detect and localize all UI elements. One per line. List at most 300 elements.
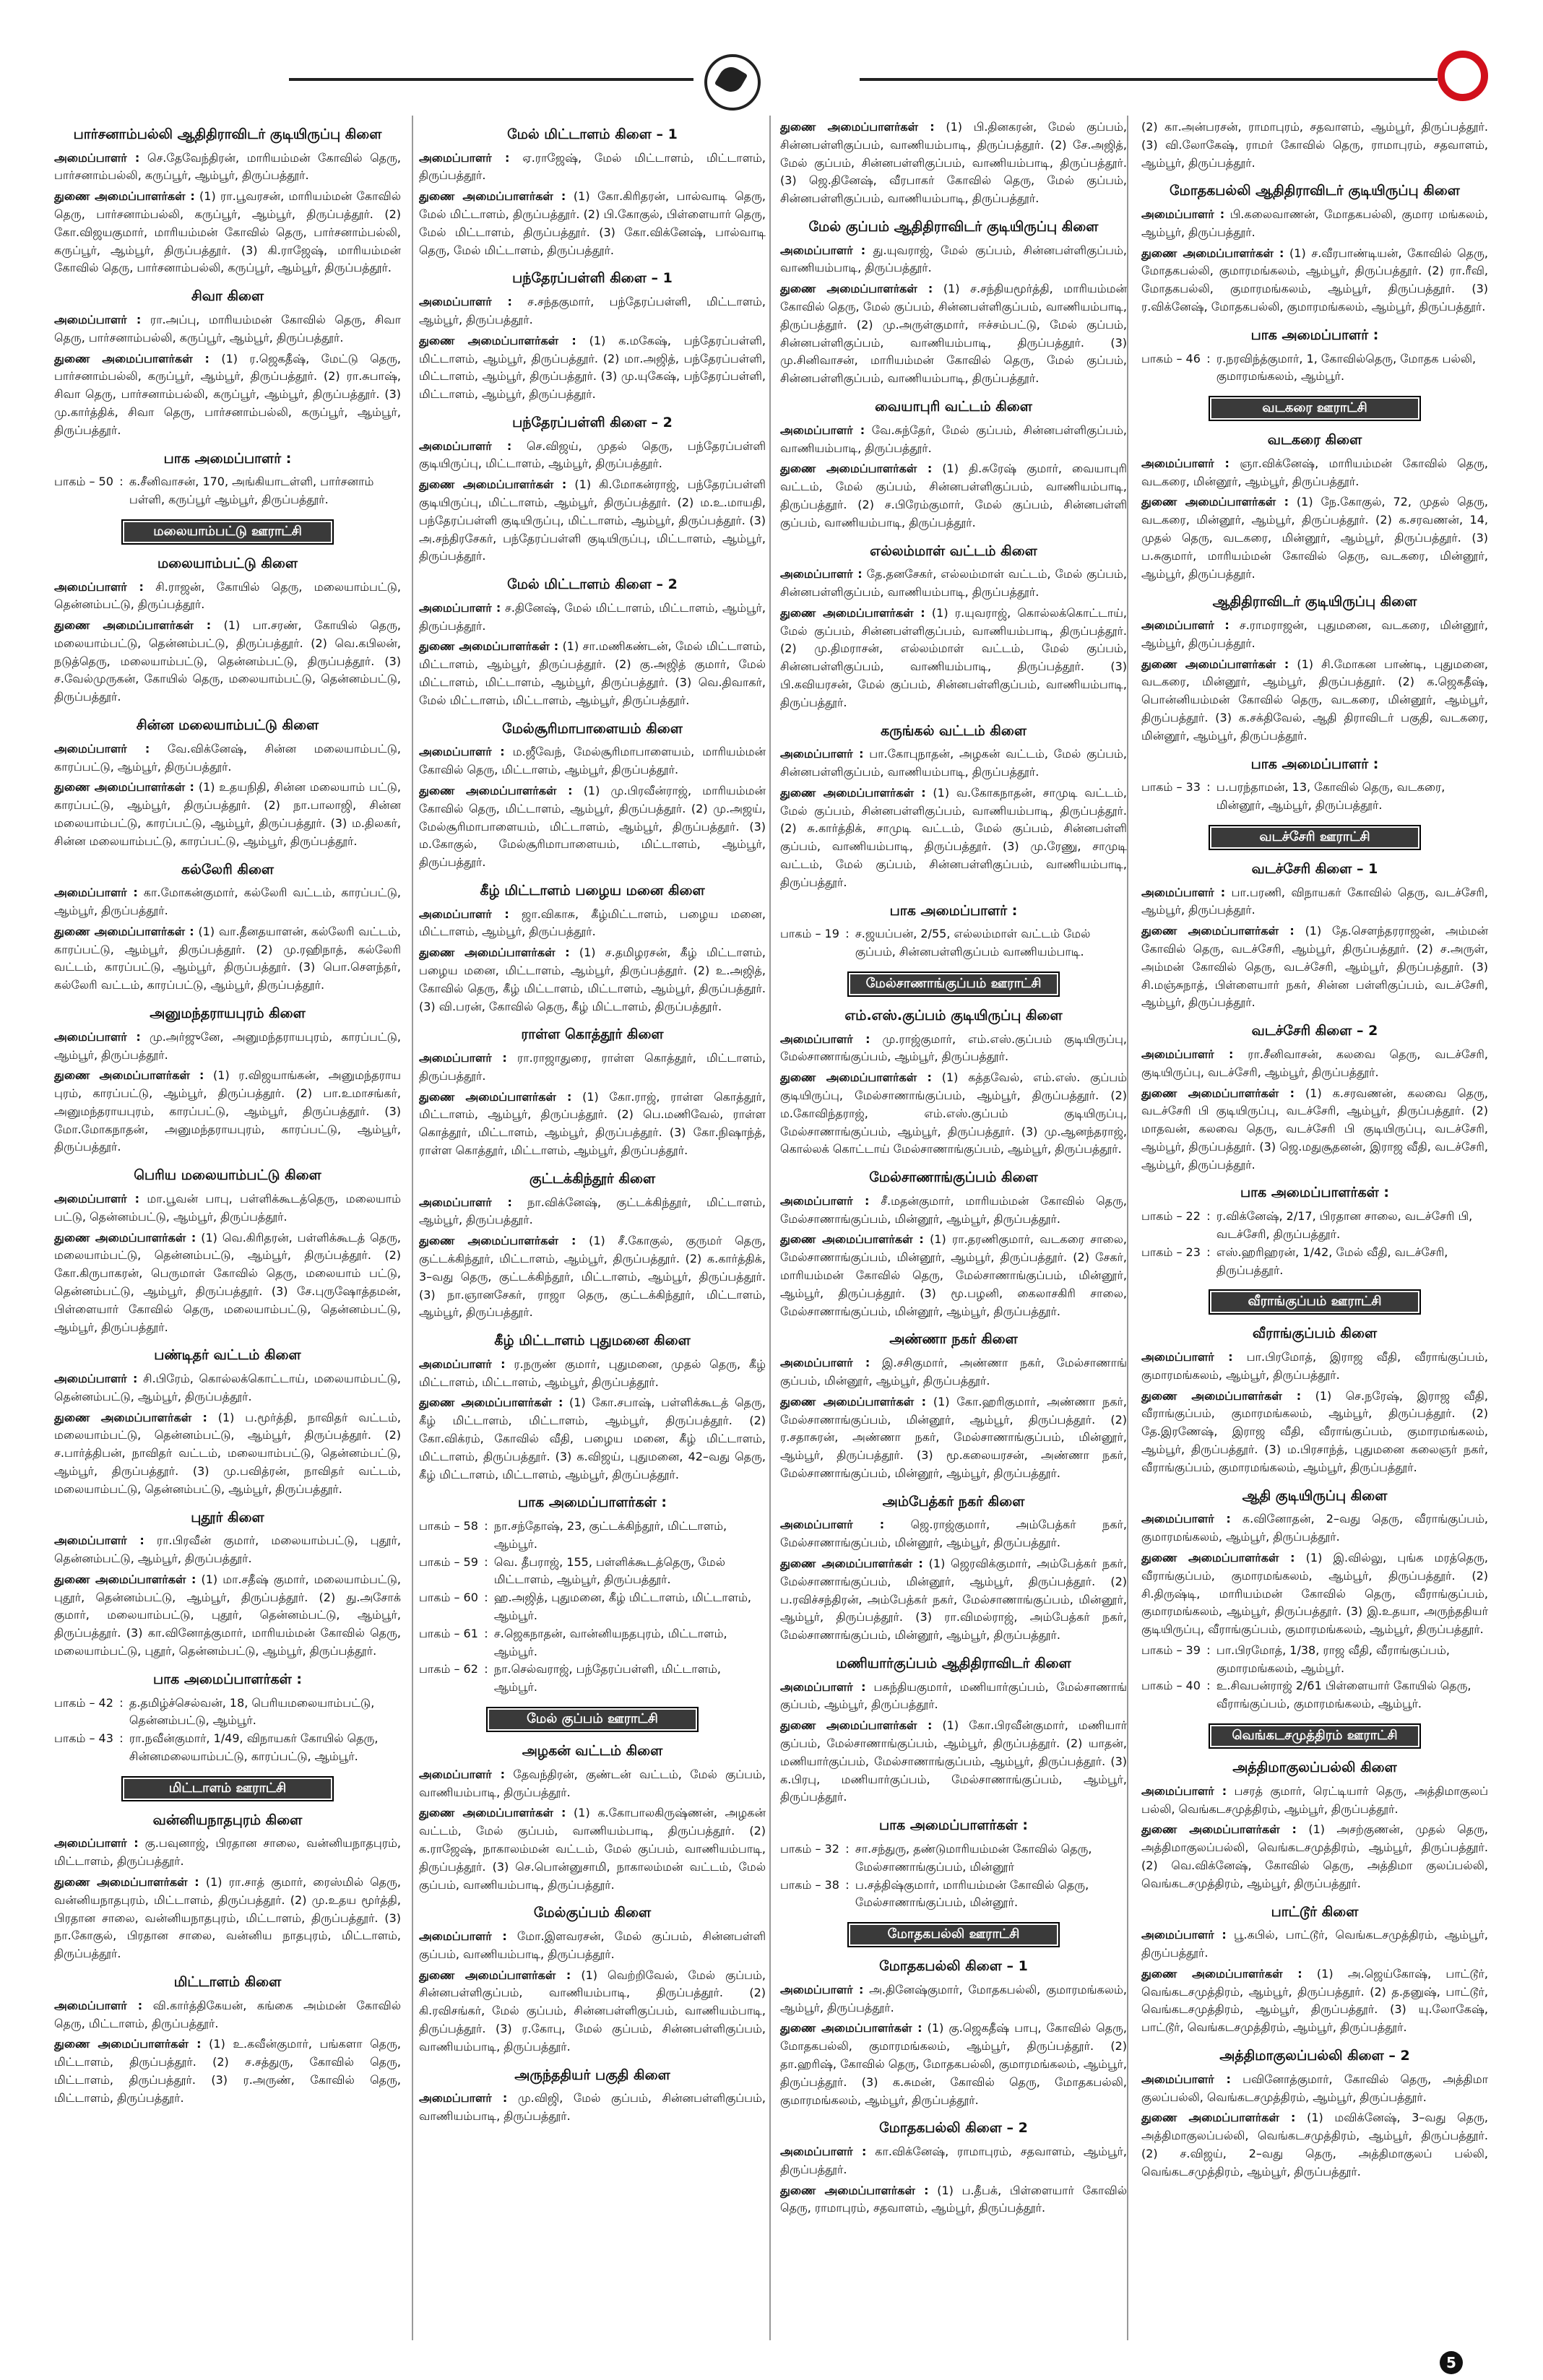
organizer-text: தேவந்திரன், குண்டன் வட்டம், மேல் குப்பம், வாணியம்பாடி, திருப்பத்தூர். bbox=[419, 1767, 766, 1799]
part-organizer: த.தமிழ்ச்செல்வன், 18, பெரியமலையாம்பட்டு, தென்னம்பட்டு, ஆம்பூர். bbox=[129, 1695, 375, 1728]
section-title: எல்லம்மாள் வட்டம் கிளை bbox=[870, 542, 1037, 559]
organizer-text: பசுந்தியகுமார், மணியார்குப்பம், மேல்சாணாங் குப்பம், ஆம்பூர், திருப்பத்தூர். bbox=[780, 1679, 1127, 1712]
deputy-label: துணை அமைப்பாளர்கள் : bbox=[419, 1395, 563, 1410]
organizer-label: அமைப்பாளர் : bbox=[1141, 2072, 1231, 2086]
deputy-label: துணை அமைப்பாளர்கள் : bbox=[419, 945, 570, 960]
organizer-entry bbox=[54, 1370, 401, 1406]
part-number: பாகம் – 23 bbox=[1141, 1245, 1201, 1259]
organizer-text: சீ.மதன்குமார், மாரியம்மன் கோவில் தெரு, மேல்சாணாங்குப்பம், மின்னூர், ஆம்பூர், திருப்பத்தூர். bbox=[780, 1193, 1127, 1226]
deputy-text: (1) வெற்றிவேல், மேல் குப்பம், சின்னபள்ளிகுப்பம், வாணியம்பாடி, திருப்பத்தூர். (2) கி.ரவிசங்கர், மேல் குப்பம், சின்னபள்ளிகுப்பம், வாணியம்பாடி, திருப்பத்தூர். (3) ர.கோபு, மேல் குப்பம், சின்னபள்ளிகுப்பம், வாணியம்பாடி, திருப்பத்தூர். bbox=[419, 1968, 766, 2054]
organizer-entry bbox=[54, 1835, 401, 1871]
deputy-text: (1) க.மகேஷ், பந்தேரப்பள்ளி, மிட்டாளம், ஆம்பூர், திருப்பத்தூர். (2) மா.அஜித், பந்தேரப்பள்ளி, மிட்டாளம், ஆம்பூர், திருப்பத்தூர். (3) மு.யுகேஷ், பந்தேரப்பள்ளி, மிட்டாளம், ஆம்பூர், திருப்பத்தூர். bbox=[419, 333, 766, 402]
section-title: பண்டிதர் வட்டம் கிளை bbox=[154, 1347, 301, 1364]
section-title: அண்ணா நகர் கிளை bbox=[889, 1331, 1018, 1348]
deputy-text: (1) க.சரவணன், கலவை தெரு, வடச்சேரி பி குடியிருப்பு, வடச்சேரி, ஆம்பூர், திருப்பத்தூர். (2) மாதவன், கலவை தெரு, வடச்சேரி பி குடியிருப்பு, வடச்சேரி, ஆம்பூர், திருப்பத்தூர். (3) ஜெ.மதுசூதனன், இராஜ வீதி, வடச்சேரி, ஆம்பூர், திருப்பத்தூர். bbox=[1141, 1086, 1488, 1172]
organizer-text: மா.பூவன் பாபு, பள்ளிக்கூடத்தெரு, மலையாம் பட்டு, தென்னம்பட்டு, ஆம்பூர், திருப்பத்தூர். bbox=[54, 1191, 401, 1224]
organizer-entry bbox=[1141, 455, 1488, 491]
part-organizer: க.சீனிவாசன், 170, அங்கியாடள்ளி, பார்சனாம் பள்ளி, கருப்பூர் ஆம்பூர், திருப்பத்தூர். bbox=[129, 475, 374, 507]
deputy-label: துணை அமைப்பாளர்கள் : bbox=[54, 618, 212, 633]
column-1 bbox=[54, 116, 401, 2340]
organizer-label: அமைப்பாளர் : bbox=[419, 1767, 505, 1781]
deputy-text: (1) கத்தவேல், எம்.எஸ். குப்பம் குடியிருப்பு, மேல்சாணாங்குப்பம், ஆம்பூர், திருப்பத்தூர். (2) ம.கோவிந்தராஜ், எம்.எஸ்.குப்பம் குடியிருப்பு, மேல்சாணாங்குப்பம், ஆம்பூர், திருப்பத்தூர். (3) மு.ஆனந்தராஜ், கொல்லக் கொட்டாய் மேல்சாணாங்குப்பம், ஆம்பூர், திருப்பத்தூர். bbox=[780, 1070, 1127, 1156]
deputy-entry bbox=[1141, 1085, 1488, 1174]
organizer-label: அமைப்பாளர் : bbox=[419, 2091, 508, 2106]
organizer-text: து.யுவராஜ், மேல் குப்பம், சின்னபள்ளிகுப்பம், வாணியம்பாடி, திருப்பத்தூர். bbox=[780, 243, 1127, 275]
deputy-label: துணை அமைப்பாளர்கள் : bbox=[54, 2037, 202, 2051]
deputy-label: துணை அமைப்பாளர்கள் : bbox=[54, 1410, 207, 1424]
organizer-label: அமைப்பாளர் : bbox=[780, 1679, 866, 1694]
deputy-entry bbox=[780, 1069, 1127, 1159]
organizer-entry bbox=[54, 150, 401, 186]
deputy-text: (1) ரா.சாத் குமார், ரைஸ்மில் தெரு, வன்னியநாதபுரம், மிட்டாளம், திருப்பத்தூர். (2) மு.உதய மூர்த்தி, பிரதான சாலை, வன்னியநாதபுரம், மிட்டாளம், திருப்பத்தூர். (3) நா.கோகுல், பிரதான சாலை, வன்னிய நாதபுரம், மிட்டாளம், திருப்பத்தூர். bbox=[54, 1875, 401, 1961]
deputy-entry bbox=[419, 638, 766, 709]
deputy-label: துணை அமைப்பாளர்கள் : bbox=[54, 1230, 196, 1245]
organizer-entry bbox=[54, 740, 401, 776]
part-row: பாகம் – 62 : நா.செல்வராஜ், பந்தேரப்பள்ளி, மிட்டாளம், ஆம்பூர். bbox=[419, 1661, 766, 1697]
deputy-entry bbox=[780, 605, 1127, 712]
organizer-text: மு.ராஜ்குமார், எம்.எஸ்.குப்பம் குடியிருப்பு, மேல்சாணாங்குப்பம், ஆம்பூர், திருப்பத்தூர். bbox=[780, 1031, 1127, 1064]
part-row: பாகம் – 46 : ர.நரவிந்த்குமார், 1, கோவில்தெரு, மோதக பல்லி, குமாரமங்கலம், ஆம்பூர். bbox=[1141, 350, 1488, 386]
organizer-label: அமைப்பாளர் : bbox=[780, 243, 866, 257]
section-title: வடச்சேரி கிளை – 1 bbox=[1251, 860, 1378, 877]
organizer-label: அமைப்பாளர் : bbox=[419, 1195, 512, 1209]
deputy-label: துணை அமைப்பாளர்கள் : bbox=[54, 351, 209, 365]
deputy-text: (1) உ.கவீன்குமார், பங்களா தெரு, மிட்டாளம், திருப்பத்தூர். (2) ச.சத்துரு, கோவில் தெரு, மிட்டாளம், திருப்பத்தூர். (3) ர.அருண், கோவில் தெரு, மிட்டாளம், திருப்பத்தூர். bbox=[54, 2037, 401, 2105]
organizer-entry bbox=[54, 1532, 401, 1568]
organizer-label: அமைப்பாளர் : bbox=[419, 295, 512, 309]
organizer-label: அமைப்பாளர் : bbox=[419, 906, 509, 921]
section-title: பாக அமைப்பாளர் : bbox=[1250, 756, 1379, 772]
organizer-text: பி.கலைவாணன், மோதகபல்லி, குமார மங்கலம், ஆம்பூர், திருப்பத்தூர். bbox=[1141, 207, 1488, 239]
deputy-label: துணை அமைப்பாளர்கள் : bbox=[419, 477, 567, 492]
section-title: மோதகபல்லி ஆதிதிராவிடர் குடியிருப்பு கிளை bbox=[1170, 183, 1460, 199]
organizer-label: அமைப்பாளர் : bbox=[54, 1836, 139, 1851]
organizer-text: வே.சுந்தேர், மேல் குப்பம், சின்னபள்ளிகுப்பம், வாணியம்பாடி, திருப்பத்தூர். bbox=[780, 423, 1127, 455]
section-title: பாக அமைப்பாளர்கள் : bbox=[152, 1671, 302, 1687]
organizer-entry bbox=[54, 311, 401, 347]
organizer-text: மு.அர்ஜுனே, அனுமந்தராயபுரம், காரப்பட்டு, ஆம்பூர், திருப்பத்தூர். bbox=[54, 1029, 401, 1062]
organizer-label: அமைப்பாளர் : bbox=[780, 2145, 867, 2159]
part-number: பாகம் – 33 bbox=[1141, 780, 1201, 795]
part-organizer: ச.ஜயப்பன், 2/55, எல்லம்மாள் வட்டம் மேல் குப்பம், சின்னபள்ளிகுப்பம் வாணியம்பாடி. bbox=[855, 927, 1091, 959]
part-organizer: உ.சிவபன்ராஜ் 2/61 பிள்ளையார் கோயில் தெரு, வீராங்குப்பம், குமாரமங்கலம், ஆம்பூர். bbox=[1216, 1679, 1471, 1711]
deputy-label: துணை அமைப்பாளர்கள் : bbox=[419, 783, 573, 797]
part-row: பாகம் – 42 : த.தமிழ்ச்செல்வன், 18, பெரியமலையாம்பட்டு, தென்னம்பட்டு, ஆம்பூர். bbox=[54, 1695, 401, 1731]
organizer-entry bbox=[419, 1356, 766, 1392]
organizer-label: அமைப்பாளர் : bbox=[780, 1193, 870, 1208]
organizer-entry bbox=[419, 150, 766, 186]
organizer-text: ச.தினேஷ், மேல் மிட்டாளம், மிட்டாளம், ஆம்பூர், திருப்பத்தூர். bbox=[419, 600, 766, 633]
organizer-text: இ.சசிகுமார், அண்ணா நகர், மேல்சாணாங் குப்பம், மின்னூர், ஆம்பூர், திருப்பத்தூர். bbox=[780, 1356, 1127, 1388]
organizer-text: கா.விக்னேஷ், ராமாபுரம், சதவாளம், ஆம்பூர், திருப்பத்தூர். bbox=[780, 2145, 1127, 2176]
organizer-label: அமைப்பாளர் : bbox=[419, 600, 501, 615]
deputy-entry bbox=[780, 118, 1127, 208]
section-title: பார்சனாம்பல்லி ஆதிதிராவிடர் குடியிருப்பு கிளை bbox=[73, 126, 382, 142]
organizer-label: அமைப்பாளர் : bbox=[54, 150, 140, 165]
organizer-entry bbox=[419, 743, 766, 779]
organizer-label: அமைப்பாளர் : bbox=[1141, 1512, 1231, 1526]
deputy-label: துணை அமைப்பாளர்கள் : bbox=[1141, 2111, 1296, 2125]
organizer-label: அமைப்பாளர் : bbox=[1141, 207, 1225, 222]
deputy-text: (1) மவிக்னேஷ், 3–வது தெரு, அத்திமாகுலப்பல்லி, வெங்கடசமுத்திரம், ஆம்பூர், திருப்பத்தூர். (2) ச.விஜய், 2–வது தெரு, அத்திமாகுலப் பல்லி, வெங்கடசமுத்திரம், ஆம்பூர், திருப்பத்தூர். bbox=[1141, 2111, 1488, 2178]
part-row: பாகம் – 32 : சா.சந்துரு, தண்டுமாரியம்மன் கோவில் தெரு, மேல்சாணாங்குப்பம், மின்னூர் bbox=[780, 1840, 1127, 1877]
part-number: பாகம் – 38 bbox=[780, 1877, 839, 1892]
section-title: ஆதி குடியிருப்பு கிளை bbox=[1242, 1487, 1388, 1504]
deputy-text: (1) வெ.கிரிதரன், பள்ளிக்கூடத் தெரு, மலையாம்பட்டு, தென்னம்பட்டு, ஆம்பூர், திருப்பத்தூர். (2) கோ.கிருபாகரன், பெருமாள் கோவில் தெரு, மலையாம் பட்டு, தென்னம்பட்டு, ஆம்பூர், திருப்பத்தூர். (3) சே.புருஷோத்தமன், பிள்ளையார் கோவில் தெரு, மலையாம்பட்டு, தென்னம்பட்டு, ஆம்பூர், திருப்பத்தூர். bbox=[54, 1230, 401, 1334]
section-title: அழகன் வட்டம் கிளை bbox=[522, 1743, 663, 1760]
part-number: பாகம் – 50 bbox=[54, 475, 113, 489]
deputy-label: துணை அமைப்பாளர்கள் : bbox=[419, 1806, 566, 1820]
section-title: சின்ன மலையாம்பட்டு கிளை bbox=[136, 717, 319, 734]
section-title: பெரிய மலையாம்பட்டு கிளை bbox=[134, 1167, 321, 1184]
part-row: பாகம் – 43 : ரா.நவீன்குமார், 1/49, விநாயகர் கோயில் தெரு, சின்னமலையாம்பட்டு, காரப்பட்டு, ஆம்பூர். bbox=[54, 1730, 401, 1766]
organizer-entry bbox=[419, 2090, 766, 2126]
part-organizer: ரா.நவீன்குமார், 1/49, விநாயகர் கோயில் தெரு, சின்னமலையாம்பட்டு, காரப்பட்டு, ஆம்பூர். bbox=[129, 1731, 379, 1763]
part-table bbox=[54, 473, 401, 509]
organizer-entry bbox=[419, 1050, 766, 1086]
continued-text: (2) கா.அன்பரசன், ராமாபுரம், சதவாளம், ஆம்பூர், திருப்பத்தூர். (3) வி.லோகேஷ், ராமர் கோவில் தெரு, ராமாபுரம், சதவாளம், ஆம்பூர், திருப்பத்தூர். bbox=[1141, 120, 1488, 170]
deputy-label: துணை அமைப்பாளர்கள் : bbox=[54, 1068, 204, 1083]
deputy-label: துணை அமைப்பாளர்கள் : bbox=[1141, 1086, 1295, 1100]
deputy-entry bbox=[780, 1555, 1127, 1645]
organizer-text: நா.விக்னேஷ், குட்டக்கிந்தூர், மிட்டாளம், ஆம்பூர், திருப்பத்தூர். bbox=[419, 1195, 766, 1227]
section-title: மேல்சூரிமாபாளையம் கிளை bbox=[502, 720, 683, 737]
part-row: பாகம் – 50 : க.சீனிவாசன், 170, அங்கியாடள்ளி, பார்சனாம் பள்ளி, கருப்பூர் ஆம்பூர், திருப்பத்தூர். bbox=[54, 473, 401, 509]
organizer-text: பா.பரணி, விநாயகர் கோவில் தெரு, வடச்சேரி, ஆம்பூர், திருப்பத்தூர். bbox=[1141, 885, 1488, 917]
section-title: மோதகபல்லி கிளை – 1 bbox=[879, 1958, 1028, 1975]
organizer-text: ஏ.ராஜேஷ், மேல் மிட்டாளம், மிட்டாளம், திருப்பத்தூர். bbox=[419, 150, 766, 183]
section-title: வடச்சேரி கிளை – 2 bbox=[1251, 1023, 1378, 1039]
section-title: மேல்சாணாங்குப்பம் கிளை bbox=[869, 1169, 1038, 1186]
deputy-text: (1) கு.ஜெகதீஷ் பாபு, கோவில் தெரு, மோதகபல்லி, குமாரமங்கலம், ஆம்பூர், திருப்பத்தூர். (2) தா.ஹரிஷ், கோவில் தெரு, மோதகபல்லி, குமாரமங்கலம், ஆம்பூர், திருப்பத்தூர். (3) க.சுமன், கோவில் தெரு, மோதகபல்லி, குமாரமங்கலம், ஆம்பூர், திருப்பத்தூர். bbox=[780, 2021, 1127, 2107]
deputy-entry bbox=[780, 2182, 1127, 2218]
deputy-entry bbox=[54, 1874, 401, 1963]
deputy-entry bbox=[1141, 1388, 1488, 1477]
deputy-text: (1) கோ.ராஜ், ராள்ள கொத்தூர், மிட்டாளம், ஆம்பூர், திருப்பத்தூர். (2) பெ.மணிவேல், ராள்ள கொத்தூர், மிட்டாளம், ஆம்பூர், திருப்பத்தூர். (3) கோ.நிஷாந்த், ராள்ள கொத்தூர், மிட்டாளம், ஆம்பூர், திருப்பத்தூர். bbox=[419, 1089, 766, 1158]
organizer-label: அமைப்பாளர் : bbox=[419, 150, 510, 165]
organizer-text: ர.நருண் குமார், புதுமனை, முதல் தெரு, கீழ் மிட்டாளம், மிட்டாளம், ஆம்பூர், திருப்பத்தூர். bbox=[419, 1356, 766, 1389]
deputy-label: துணை அமைப்பாளர்கள் : bbox=[1141, 1822, 1297, 1837]
organizer-text: சி.பிரேம், கொல்லக்கொட்டாய், மலையாம்பட்டு, தென்னம்பட்டு, ஆம்பூர், திருப்பத்தூர். bbox=[54, 1372, 401, 1403]
organizer-label: அமைப்பாளர் : bbox=[780, 1518, 885, 1532]
deputy-label: துணை அமைப்பாளர்கள் : bbox=[780, 1232, 924, 1247]
part-row: பாகம் – 23 : எஸ்.ஹரிஹரன், 1/42, மேல் வீதி, வடச்சேரி, திருப்பத்தூர். bbox=[1141, 1244, 1488, 1280]
organizer-label: அமைப்பாளர் : bbox=[54, 1372, 138, 1386]
deputy-text: (1) ர.யுவராஜ், கொல்லக்கொட்டாய், மேல் குப்பம், சின்னபள்ளிகுப்பம், வாணியம்பாடி, திருப்பத்தூர். (2) மு.திமராசன், எல்லம்மாள் வட்டம், மேல் குப்பம், சின்னபள்ளிகுப்பம், வாணியம்பாடி, திருப்பத்தூர். (3) பி.கவியரசன், மேல் குப்பம், சின்னபள்ளிகுப்பம், வாணியம்பாடி, திருப்பத்தூர். bbox=[780, 605, 1127, 709]
part-organizer: வெ. தீபராஜ், 155, பள்ளிக்கூடத்தெரு, மேல் மிட்டாளம், ஆம்பூர், திருப்பத்தூர். bbox=[493, 1554, 725, 1587]
organizer-label: அமைப்பாளர் : bbox=[54, 1191, 140, 1206]
part-number: பாகம் – 59 bbox=[419, 1554, 478, 1569]
organizer-entry bbox=[54, 884, 401, 920]
part-organizer: எஸ்.ஹரிஹரன், 1/42, மேல் வீதி, வடச்சேரி, திருப்பத்தூர். bbox=[1216, 1245, 1448, 1277]
organizer-entry bbox=[419, 906, 766, 942]
part-table bbox=[1141, 350, 1488, 386]
organizer-text: ஜா.விகாசு, கீழ்மிட்டாளம், பழைய மனை, மிட்டாளம், ஆம்பூர், திருப்பத்தூர். bbox=[419, 906, 766, 939]
organizer-entry bbox=[780, 745, 1127, 782]
deputy-label: துணை அமைப்பாளர்கள் : bbox=[1141, 924, 1295, 938]
part-number: பாகம் – 40 bbox=[1141, 1679, 1201, 1693]
organizer-label: அமைப்பாளர் : bbox=[1141, 885, 1226, 899]
deputy-entry bbox=[54, 2035, 401, 2107]
organizer-text: சி.ராஜன், கோயில் தெரு, மலையாம்பட்டு, தென்னம்பட்டு, திருப்பத்தூர். bbox=[54, 579, 401, 612]
part-table bbox=[780, 1840, 1127, 1912]
deputy-entry bbox=[419, 782, 766, 872]
organizer-text: ரா.பிரவீன் குமார், மலையாம்பட்டு, புதூர், தென்னம்பட்டு, ஆம்பூர், திருப்பத்தூர். bbox=[54, 1533, 401, 1566]
organizer-entry bbox=[419, 1928, 766, 1964]
deputy-entry bbox=[419, 332, 766, 404]
organizer-label: அமைப்பாளர் : bbox=[1141, 618, 1229, 633]
part-table bbox=[54, 1695, 401, 1766]
organizer-entry bbox=[1141, 1926, 1488, 1963]
organizer-entry bbox=[780, 1981, 1127, 2017]
deputy-label: துணை அமைப்பாளர்கள் : bbox=[419, 189, 566, 204]
header-rule-right bbox=[860, 78, 1438, 81]
section-title: அருந்ததியர் பகுதி கிளை bbox=[514, 2067, 670, 2083]
part-table bbox=[1141, 779, 1488, 815]
deputy-label: துணை அமைப்பாளர்கள் : bbox=[780, 785, 926, 800]
organizer-entry bbox=[419, 438, 766, 474]
section-title: அம்பேத்கர் நகர் கிளை bbox=[882, 1493, 1025, 1510]
section-title: பாக அமைப்பாளர்கள் : bbox=[517, 1494, 667, 1511]
deputy-text: (1) க.கோபாலகிருஷ்ணன், அழகன் வட்டம், மேல் குப்பம், வாணியம்பாடி, திருப்பத்தூர். (2) க.ராஜேஷ், நாகாலம்மன் வட்டம், மேல் குப்பம், வாணியம்பாடி, திருப்பத்தூர். (3) செ.பொன்னுசாமி, நாகாலம்மன் வட்டம், மேல் குப்பம், வாணியம்பாடி, திருப்பத்தூர். bbox=[419, 1806, 766, 1892]
section-title: மணியார்குப்பம் ஆதிதிராவிடர் கிளை bbox=[836, 1655, 1071, 1671]
column-2 bbox=[419, 116, 766, 2340]
panchayat-banner: மேல் குப்பம் ஊராட்சி bbox=[486, 1707, 699, 1732]
section-title: பந்தேரப்பள்ளி கிளை – 1 bbox=[512, 270, 673, 287]
organizer-entry bbox=[780, 1193, 1127, 1229]
section-title: அத்திமாகுலப்பல்லி கிளை bbox=[1232, 1760, 1397, 1776]
deputy-label: துணை அமைப்பாளர்கள் : bbox=[1141, 657, 1289, 671]
section-title: பாக அமைப்பாளர் : bbox=[889, 902, 1018, 919]
deputy-text: (1) தே.சௌந்தரராஜன், அம்மன் கோவில் தெரு, வடச்சேரி, ஆம்பூர், திருப்பத்தூர். (2) ச.அருள், அம்மன் கோவில் தெரு, வடச்சேரி, ஆம்பூர், திருப்பத்தூர். (3) சி.மஞ்சுநாத், பிள்ளையார் நகர், சின்ன பள்ளிகுப்பம், வடச்சேரி, ஆம்பூர், திருப்பத்தூர். bbox=[1141, 924, 1488, 1010]
section-title: மேல் குப்பம் ஆதிதிராவிடர் குடியிருப்பு கிளை bbox=[808, 218, 1099, 235]
organizer-entry bbox=[780, 422, 1127, 458]
deputy-entry bbox=[780, 460, 1127, 532]
deputy-text: (1) பா.சரண், கோயில் தெரு, மலையாம்பட்டு, தென்னம்பட்டு, திருப்பத்தூர். (2) வெ.கபிலன், நடுத்தெரு, மலையாம்பட்டு, தென்னம்பட்டு, திருப்பத்தூர். (3) ச.வேல்முருகன், கோயில் தெரு, மலையாம்பட்டு, தென்னம்பட்டு, திருப்பத்தூர். bbox=[54, 618, 401, 704]
organizer-label: அமைப்பாளர் : bbox=[54, 312, 142, 326]
organizer-label: அமைப்பாளர் : bbox=[54, 1533, 144, 1548]
deputy-text: (1) வ.கோகநாதன், சாமுடி வட்டம், மேல் குப்பம், சின்னபள்ளிகுப்பம், வாணியம்பாடி, திருப்பத்தூர். (2) சு.கார்த்திக், சாமுடி வட்டம், மேல் குப்பம், சின்னபள்ளி குப்பம், வாணியம்பாடி, திருப்பத்தூர். (3) மு.ரேணு, சாமுடி வட்டம், மேல் குப்பம், சின்னபள்ளிகுப்பம், வாணியம்பாடி, திருப்பத்தூர். bbox=[780, 785, 1127, 889]
section-title: பாட்டூர் கிளை bbox=[1271, 1903, 1359, 1920]
section-title: பாக அமைப்பாளர் : bbox=[163, 450, 292, 467]
organizer-entry bbox=[1141, 617, 1488, 653]
deputy-label: துணை அமைப்பாளர்கள் : bbox=[1141, 1966, 1302, 1981]
panchayat-banner: வடகரை ஊராட்சி bbox=[1209, 396, 1421, 421]
deputy-entry bbox=[1141, 1549, 1488, 1639]
part-number: பாகம் – 43 bbox=[54, 1731, 113, 1746]
deputy-label: துணை அமைப்பாளர்கள் : bbox=[54, 1572, 196, 1586]
part-number: பாகம் – 58 bbox=[419, 1519, 478, 1533]
part-organizer: நா.செல்வராஜ், பந்தேரப்பள்ளி, மிட்டாளம், ஆம்பூர். bbox=[493, 1662, 721, 1695]
organizer-text: பா.பிரமோத், இராஜ வீதி, வீராங்குப்பம், குமாரமங்கலம், ஆம்பூர், திருப்பத்தூர். bbox=[1141, 1350, 1488, 1382]
deputy-label: துணை அமைப்பாளர்கள் : bbox=[780, 1718, 933, 1733]
article-columns bbox=[54, 116, 1506, 2347]
organizer-text: ச.சந்தகுமார், பந்தேரப்பள்ளி, மிட்டாளம், ஆம்பூர், திருப்பத்தூர். bbox=[419, 295, 766, 326]
deputy-text: (1) பி.தினகரன், மேல் குப்பம், சின்னபள்ளிகுப்பம், வாணியம்பாடி, திருப்பத்தூர். (2) சே.அஜித், மேல் குப்பம், சின்னபள்ளிகுப்பம், வாணியம்பாடி, திருப்பத்தூர். (3) ஜெ.தினேஷ், வீரபாகர் கோவில் தெரு, மேல் குப்பம், சின்னபள்ளிகுப்பம், வாணியம்பாடி, திருப்பத்தூர். bbox=[780, 120, 1127, 206]
section-title: அனுமந்தராயபுரம் கிளை bbox=[150, 1005, 306, 1022]
deputy-label: துணை அமைப்பாளர்கள் : bbox=[780, 1557, 923, 1570]
part-table bbox=[780, 925, 1127, 961]
organizer-entry bbox=[419, 293, 766, 329]
organizer-label: அமைப்பாளர் : bbox=[54, 741, 150, 756]
deputy-text: (1) சி.மோகன பாண்டி, புதுமனை, வடகரை, மின்னூர், ஆம்பூர், திருப்பத்தூர். (2) க.ஜெகதீஷ், பொன்னியம்மன் கோவில் தெரு, வடகரை, மின்னூர், ஆம்பூர், திருப்பத்தூர். (3) க.சக்திவேல், ஆதி திராவிடர் பகுதி, வடகரை, மின்னூர், ஆம்பூர், திருப்பத்தூர். bbox=[1141, 657, 1488, 743]
organizer-text: ரா.ராஜாதுரை, ராள்ள கொத்தூர், மிட்டாளம், திருப்பத்தூர். bbox=[419, 1051, 766, 1083]
part-number: பாகம் – 19 bbox=[780, 927, 839, 941]
deputy-text: (1) நே.கோகுல், 72, முதல் தெரு, வடகரை, மின்னூர், ஆம்பூர், திருப்பத்தூர். (2) க.சரவணன், 14, முதல் தெரு, வடகரை, மின்னூர், ஆம்பூர், திருப்பத்தூர். (3) ப.சுகுமார், மாரியம்மன் கோவில் தெரு, வடகரை, மின்னூர், ஆம்பூர், திருப்பத்தூர். bbox=[1141, 495, 1488, 581]
organizer-label: அமைப்பாளர் : bbox=[54, 579, 144, 594]
deputy-label: துணை அமைப்பாளர்கள் : bbox=[54, 189, 195, 204]
deputy-entry bbox=[54, 1571, 401, 1661]
deputy-entry bbox=[780, 1393, 1127, 1483]
panchayat-banner: மலையாம்பட்டு ஊராட்சி bbox=[121, 519, 334, 545]
organizer-label: அமைப்பாளர் : bbox=[1141, 1047, 1234, 1061]
deputy-entry bbox=[54, 923, 401, 995]
section-title: மலையாம்பட்டு கிளை bbox=[157, 555, 298, 571]
organizer-entry bbox=[780, 242, 1127, 278]
organizer-label: அமைப்பாளர் : bbox=[1141, 1350, 1233, 1364]
deputy-label: துணை அமைப்பாளர்கள் : bbox=[1141, 246, 1284, 260]
deputy-entry bbox=[54, 779, 401, 850]
organizer-text: ரா.சீனிவாசன், கலவை தெரு, வடச்சேரி, குடியிருப்பு, வடச்சேரி, ஆம்பூர், திருப்பத்தூர். bbox=[1141, 1047, 1488, 1079]
deputy-entry bbox=[54, 1067, 401, 1156]
part-number: பாகம் – 62 bbox=[419, 1662, 478, 1676]
part-number: பாகம் – 60 bbox=[419, 1591, 478, 1605]
deputy-text: (1) கி.மோகன்ராஜ், பந்தேரப்பள்ளி குடியிருப்பு, மிட்டாளம், ஆம்பூர், திருப்பத்தூர். (2) ம.உ.மாயதி, பந்தேரப்பள்ளி குடியிருப்பு, மிட்டாளம், ஆம்பூர், திருப்பத்தூர். (3) அ.சந்திரசேகர், பந்தேரப்பள்ளி குடியிருப்பு, மிட்டாளம், ஆம்பூர், திருப்பத்தூர். bbox=[419, 477, 766, 563]
part-row: பாகம் – 38 : ப.சத்திஷ்குமார், மாரியம்மன் கோவில் தெரு, மேல்சாணாங்குப்பம், மின்னூர். bbox=[780, 1877, 1127, 1913]
organizer-text: பவினோத்குமார், கோவில் தெரு, அத்திமா குலப்பல்லி, வெங்கடசமுத்திரம், ஆம்பூர், திருப்பத்தூர். bbox=[1141, 2072, 1488, 2104]
section-title: வடகரை கிளை bbox=[1267, 432, 1362, 449]
organizer-entry bbox=[780, 1679, 1127, 1715]
deputy-label: துணை அமைப்பாளர்கள் : bbox=[419, 333, 576, 347]
organizer-text: ஞா.விக்னேஷ், மாரியம்மன் கோவில் தெரு, வடகரை, மின்னூர், ஆம்பூர், திருப்பத்தூர். bbox=[1141, 456, 1488, 488]
organizer-entry bbox=[780, 1031, 1127, 1067]
part-table bbox=[1141, 1208, 1488, 1279]
part-organizer: ப.சத்திஷ்குமார், மாரியம்மன் கோவில் தெரு, மேல்சாணாங்குப்பம், மின்னூர். bbox=[855, 1877, 1089, 1910]
deputy-text: (1) மா.சதீஷ் குமார், மலையாம்பட்டு, புதூர், தென்னம்பட்டு, ஆம்பூர், திருப்பத்தூர். (2) து.அசோக் குமார், மலையாம்பட்டு, புதூர், தென்னம்பட்டு, ஆம்பூர், திருப்பத்தூர். (3) கா.வினோத்குமார், மாரியம்மன் கோவில் தெரு, மலையாம்பட்டு, புதூர், தென்னம்பட்டு, ஆம்பூர், திருப்பத்தூர். bbox=[54, 1572, 401, 1658]
deputy-text: (1) ச.சந்தியமூர்த்தி, மாரியம்மன் கோவில் தெரு, மேல் குப்பம், சின்னபள்ளிகுப்பம், வாணியம்பாடி, திருப்பத்தூர். (2) மு.அருள்குமார், ஈச்சம்பட்டு, மேல் குப்பம், சின்னபள்ளிகுப்பம், வாணியம்பாடி, திருப்பத்தூர். (3) மு.சினிவாசன், மாரியம்மன் கோவில் தெரு, மேல் குப்பம், சின்னபள்ளிகுப்பம், வாணியம்பாடி, திருப்பத்தூர். bbox=[780, 282, 1127, 386]
part-organizer: சா.சந்துரு, தண்டுமாரியம்மன் கோவில் தெரு, மேல்சாணாங்குப்பம், மின்னூர் bbox=[855, 1841, 1092, 1874]
organizer-text: கா.மோகன்குமார், கல்லேரி வட்டம், காரப்பட்டு, ஆம்பூர், திருப்பத்தூர். bbox=[54, 886, 401, 918]
deputy-text: (1) ப.மூர்த்தி, நாவிதர் வட்டம், மலையாம்பட்டு, தென்னம்பட்டு, ஆம்பூர், திருப்பத்தூர். (2) ச.பார்த்திபன், நாவிதர் வட்டம், மலையாம்பட்டு, தென்னம்பட்டு, ஆம்பூர், திருப்பத்தூர். (3) மு.பவித்ரன், நாவிதர் வட்டம், மலையாம்பட்டு, தென்னம்பட்டு, ஆம்பூர், திருப்பத்தூர். bbox=[54, 1410, 401, 1496]
part-row: பாகம் – 19 : ச.ஜயப்பன், 2/55, எல்லம்மாள் வட்டம் மேல் குப்பம், சின்னபள்ளிகுப்பம் வாணியம்பாடி. bbox=[780, 925, 1127, 961]
part-number: பாகம் – 42 bbox=[54, 1695, 113, 1710]
part-table bbox=[1141, 1642, 1488, 1713]
deputy-entry bbox=[1141, 493, 1488, 583]
organizer-entry bbox=[780, 1516, 1127, 1552]
organizer-label: அமைப்பாளர் : bbox=[54, 886, 138, 900]
deputy-text: (1) ர.விஜயாங்கன், அனுமந்தராய புரம், காரப்பட்டு, ஆம்பூர், திருப்பத்தூர். (2) பா.உமாசங்கர், அனுமந்தராயபுரம், காரப்பட்டு, ஆம்பூர், திருப்பத்தூர். (3) மோ.மோகநாதன், அனுமந்தராயபுரம், காரப்பட்டு, ஆம்பூர், திருப்பத்தூர். bbox=[54, 1068, 401, 1154]
part-row: பாகம் – 40 : உ.சிவபன்ராஜ் 2/61 பிள்ளையார் கோயில் தெரு, வீராங்குப்பம், குமாரமங்கலம், ஆம்பூர். bbox=[1141, 1677, 1488, 1713]
deputy-entry bbox=[54, 188, 401, 277]
deputy-entry bbox=[54, 1229, 401, 1337]
deputy-label: துணை அமைப்பாளர்கள் : bbox=[780, 2183, 929, 2197]
deputy-label: துணை அமைப்பாளர்கள் : bbox=[780, 1394, 926, 1408]
header-rule-left bbox=[289, 78, 693, 81]
panchayat-banner: மிட்டாளம் ஊராட்சி bbox=[121, 1776, 334, 1801]
deputy-text: (1) கோ.கிரிதரன், பால்வாடி தெரு, மேல் மிட்டாளம், திருப்பத்தூர். (2) பி.கோகுல், பிள்ளையார் தெரு, மேல் மிட்டாளம், திருப்பத்தூர். (3) கோ.விக்னேஷ், பால்வாடி தெரு, மேல் மிட்டாளம், திருப்பத்தூர். bbox=[419, 189, 766, 257]
organizer-text: க.வினோதன், 2–வது தெரு, வீராங்குப்பம், குமாரமங்கலம், ஆம்பூர், திருப்பத்தூர். bbox=[1141, 1512, 1488, 1544]
deputy-label: துணை அமைப்பாளர்கள் : bbox=[1141, 1550, 1295, 1565]
organizer-label: அமைப்பாளர் : bbox=[780, 1356, 870, 1370]
organizer-label: அமைப்பாளர் : bbox=[419, 745, 505, 759]
organizer-entry bbox=[1141, 884, 1488, 920]
deputy-label: துணை அமைப்பாளர்கள் : bbox=[419, 1234, 576, 1248]
deputy-entry bbox=[54, 1409, 401, 1499]
deputy-entry bbox=[1141, 656, 1488, 745]
organizer-label: அமைப்பாளர் : bbox=[54, 1029, 141, 1044]
organizer-entry bbox=[1141, 2071, 1488, 2107]
deputy-entry bbox=[780, 1231, 1127, 1320]
section-title: கீழ் மிட்டாளம் பழைய மனை கிளை bbox=[480, 882, 705, 899]
section-title: பாக அமைப்பாளர் : bbox=[1250, 326, 1379, 343]
organizer-entry bbox=[54, 1029, 401, 1065]
deputy-entry bbox=[780, 2020, 1127, 2109]
deputy-entry bbox=[419, 1089, 766, 1160]
organizer-text: செ.தேவேந்திரன், மாரியம்மன் கோவில் தெரு, பார்சனாம்பல்லி, கருப்பூர், ஆம்பூர், திருப்பத்தூர். bbox=[54, 150, 401, 183]
organizer-label: அமைப்பாளர் : bbox=[419, 1356, 506, 1371]
deputy-label: துணை அமைப்பாளர்கள் : bbox=[1141, 495, 1289, 509]
part-organizer: ஹ.அஜித், புதுமனை, கீழ் மிட்டாளம், மிட்டாளம், ஆம்பூர். bbox=[493, 1591, 751, 1623]
panchayat-banner: வெங்கடசமுத்திரம் ஊராட்சி bbox=[1209, 1723, 1421, 1749]
deputy-entry bbox=[419, 188, 766, 259]
organizer-text: ஜெ.ராஜ்குமார், அம்பேத்கர் நகர், மேல்சாணாங்குப்பம், மின்னூர், ஆம்பூர், திருப்பத்தூர். bbox=[780, 1518, 1127, 1550]
section-title: மேல் மிட்டாளம் கிளை – 2 bbox=[507, 576, 678, 593]
section-title: பந்தேரப்பள்ளி கிளை – 2 bbox=[512, 414, 673, 430]
organizer-label: அமைப்பாளர் : bbox=[419, 1929, 507, 1944]
part-number: பாகம் – 46 bbox=[1141, 351, 1201, 365]
part-organizer: ர.நரவிந்த்குமார், 1, கோவில்தெரு, மோதக பல்லி, குமாரமங்கலம், ஆம்பூர். bbox=[1216, 351, 1477, 384]
organizer-entry bbox=[780, 1354, 1127, 1390]
emblem-icon bbox=[704, 54, 761, 111]
section-title: கல்லேரி கிளை bbox=[181, 861, 275, 878]
organizer-entry bbox=[419, 600, 766, 636]
deputy-entry bbox=[419, 944, 766, 1016]
part-row: பாகம் – 60 : ஹ.அஜித், புதுமனை, கீழ் மிட்டாளம், மிட்டாளம், ஆம்பூர். bbox=[419, 1589, 766, 1625]
deputy-label: துணை அமைப்பாளர்கள் : bbox=[780, 462, 933, 476]
section-title: கருங்கல் வட்டம் கிளை bbox=[881, 722, 1026, 739]
organizer-label: அமைப்பாளர் : bbox=[780, 1982, 864, 1996]
column-3 bbox=[780, 116, 1127, 2340]
part-row: பாகம் – 58 : நா.சந்தோஷ், 23, குட்டக்கிந்தூர், மிட்டாளம், ஆம்பூர். bbox=[419, 1518, 766, 1554]
organizer-entry bbox=[419, 1766, 766, 1802]
deputy-text: (1) அசற்குணன், முதல் தெரு, அத்திமாகுலப்பல்லி, வெங்கடசமுத்திரம், ஆம்பூர், திருப்பத்தூர். (2) வெ.விக்னேஷ், கோவில் தெரு, அத்திமா குலப்பல்லி, வெங்கடசமுத்திரம், ஆம்பூர், திருப்பத்தூர். bbox=[1141, 1822, 1488, 1890]
deputy-text: (1) இ.வில்லு, புங்க மரத்தெரு, வீராங்குப்பம், குமாரமங்கலம், ஆம்பூர், திருப்பத்தூர். (2) சி.திருஷ்டி, மாரியம்மன் கோவில் தெரு, வீராங்குப்பம், குமாரமங்கலம், ஆம்பூர், திருப்பத்தூர். (3) இ.உதயா, அருந்ததியர் குடியிருப்பு, வீராங்குப்பம், குமாரமங்கலம், ஆம்பூர், திருப்பத்தூர். bbox=[1141, 1550, 1488, 1637]
deputy-entry bbox=[54, 350, 401, 440]
organizer-label: அமைப்பாளர் : bbox=[780, 423, 865, 437]
organizer-label: அமைப்பாளர் : bbox=[780, 747, 864, 761]
part-row: பாகம் – 33 : ப.பரந்தாமன், 13, கோவில் தெரு, வடகரை, மின்னூர், ஆம்பூர், திருப்பத்தூர். bbox=[1141, 779, 1488, 815]
red-ring-icon bbox=[1438, 51, 1488, 101]
section-title: சிவா கிளை bbox=[191, 288, 264, 305]
deputy-entry bbox=[1141, 2109, 1488, 2181]
organizer-label: அமைப்பாளர் : bbox=[1141, 456, 1229, 470]
organizer-entry bbox=[780, 566, 1127, 602]
section-title: மோதகபல்லி கிளை – 2 bbox=[879, 2120, 1028, 2137]
section-title: புதூர் கிளை bbox=[191, 1509, 264, 1526]
deputy-entry bbox=[1141, 922, 1488, 1012]
part-organizer: பா.பிரமோத், 1/38, ராஜ வீதி, வீராங்குப்பம், குமாரமங்கலம், ஆம்பூர். bbox=[1216, 1643, 1450, 1675]
deputy-entry bbox=[54, 617, 401, 706]
organizer-text: பா.கோபுநாதன், அழகன் வட்டம், மேல் குப்பம், சின்னபள்ளிகுப்பம், வாணியம்பாடி, திருப்பத்தூர். bbox=[780, 747, 1127, 779]
deputy-text: (1) ர.ஜெகதீஷ், மேட்டு தெரு, பார்சனாம்பல்லி, கருப்பூர், ஆம்பூர், திருப்பத்தூர். (2) ரா.சுபாஷ், சிவா தெரு, பார்சனாம்பல்லி, கருப்பூர், ஆம்பூர், திருப்பத்தூர். (3) மு.கார்த்திக், சிவா தெரு, பார்சனாம்பல்லி, கருப்பூர், ஆம்பூர், திருப்பத்தூர். bbox=[54, 351, 401, 437]
organizer-label: அமைப்பாளர் : bbox=[419, 438, 512, 453]
deputy-entry bbox=[419, 1967, 766, 2056]
organizer-text: ரா.அப்பு, மாரியம்மன் கோவில் தெரு, சிவா தெரு, பார்சனாம்பல்லி, கருப்பூர், ஆம்பூர், திருப்பத்தூர். bbox=[54, 312, 401, 345]
deputy-text: (1) வா.தீனதயாளன், கல்லேரி வட்டம், காரப்பட்டு, ஆம்பூர், திருப்பத்தூர். (2) மு.ரஹிநாத், கல்லேரி வட்டம், காரப்பட்டு, ஆம்பூர், திருப்பத்தூர். (3) பொ.சௌந்தர், கல்லேரி வட்டம், காரப்பட்டு, ஆம்பூர், திருப்பத்தூர். bbox=[54, 924, 401, 992]
organizer-entry bbox=[54, 1997, 401, 2033]
deputy-entry bbox=[419, 1804, 766, 1894]
section-title: எம்.எஸ்.குப்பம் குடியிருப்பு கிளை bbox=[844, 1007, 1063, 1024]
